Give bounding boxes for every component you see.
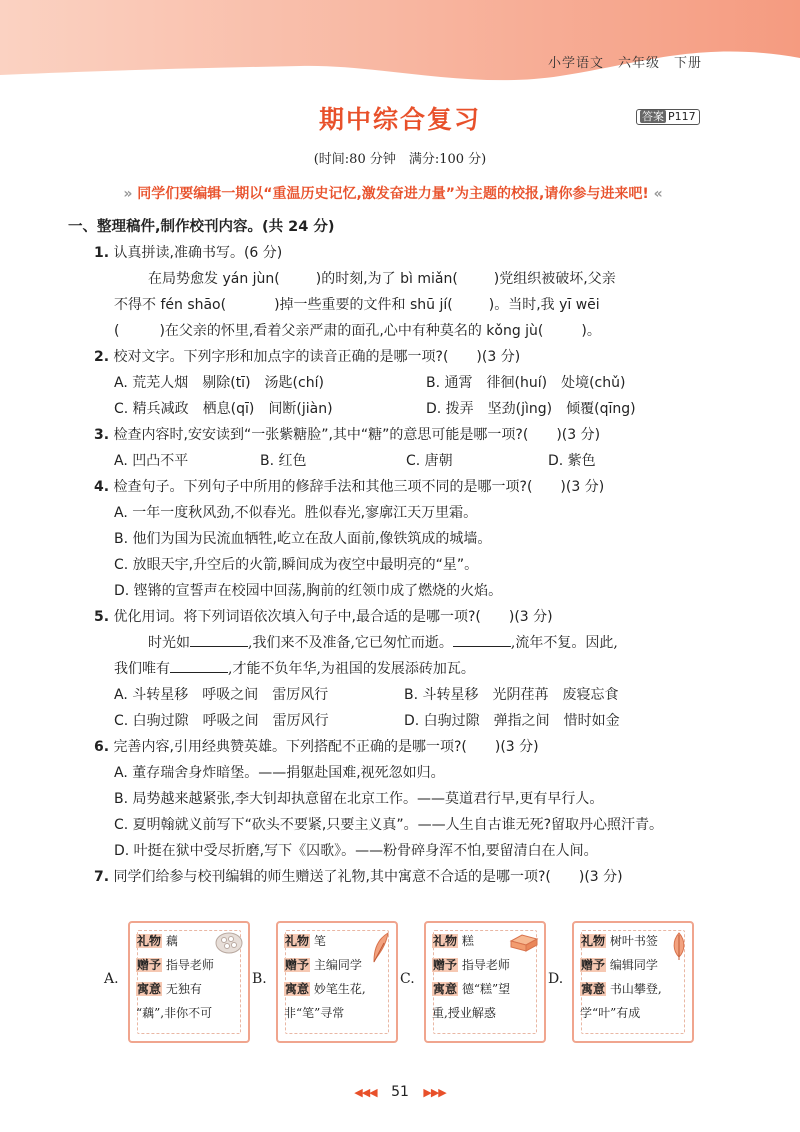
option-a: A. 荒芜人烟 剔除(tī) 汤匙(chí) [114,375,324,391]
option-d: D. 叶挺在狱中受尽折磨,写下《囚歌》。——粉骨碎身浑不怕,要留清白在人间。 [114,843,598,859]
banner-left-chevron-icon: » [123,186,133,202]
banner [78,183,708,203]
meaning-label: 寓意 [285,982,310,996]
gift-label: 礼物 [285,934,310,948]
question-7-stem: 7. 同学们给参与校刊编辑的师生赠送了礼物,其中寓意不合适的是哪一项?( )(3 分) [94,869,623,885]
option-b: B. 红色 [260,453,307,469]
option-a: A. 斗转星移 呼吸之间 雷厉风行 [114,687,329,703]
gift-card-d [548,921,692,1041]
option-b: B. 他们为国为民流血牺牲,屹立在敌人面前,像铁筑成的城墙。 [114,531,492,547]
option-c: C. 放眼天宇,升空后的火箭,瞬间成为夜空中最明亮的“星”。 [114,557,479,573]
meaning-line-2: 重,授业解惑 [432,1006,496,1020]
question-1-stem: 1. 认真拼读,准确书写。(6 分) [94,245,283,261]
gift-value: 树叶书签 [609,934,658,948]
header-subject: 小学语文 [547,56,604,71]
gift-card-b [252,921,396,1041]
meaning-line-1: 无独有 [165,982,202,996]
give-label: 赠予 [581,958,606,972]
leaf-bookmark-icon [670,931,688,961]
cake-icon [508,931,540,953]
gift-card-a [104,921,248,1041]
q5-sentence-1: 时光如 ,我们来不及准备,它已匆忙而逝。 ,流年不复。因此, [148,635,618,651]
meaning-line-2: “藕”,非你不可 [136,1006,213,1020]
meaning-label: 寓意 [581,982,606,996]
q2-options-ab [68,370,728,396]
gift-cards [104,921,708,1043]
quill-pen-icon [370,931,392,965]
question-6-stem: 6. 完善内容,引用经典赞英雄。下列搭配不正确的是哪一项?( )(3 分) [94,739,539,755]
option-d: D. 紫色 [548,453,596,469]
exam-info: (时间:80 分钟 满分:100 分) [313,152,487,167]
card-letter: A. [104,971,119,987]
card-box [572,921,694,1043]
page-footer [0,1084,800,1100]
give-value: 指导老师 [461,958,510,972]
give-value: 指导老师 [165,958,214,972]
section-heading: 一、整理稿件,制作校刊内容。(共 24 分) [68,219,335,235]
option-c: C. 唐朝 [406,453,453,469]
card-letter: C. [400,971,415,987]
answer-tag [636,109,700,125]
option-d: D. 铿锵的宣誓声在校园中回荡,胸前的红领巾成了燃烧的火焰。 [114,583,503,599]
question-5-stem: 5. 优化用词。将下列词语依次填入句子中,最合适的是哪一项?( )(3 分) [94,609,553,625]
gift-value: 糕 [461,934,474,948]
q1-line-2: 不得不 fén shāo( )掉一些重要的文件和 shū jí( )。当时,我 yī wēi [114,297,600,313]
card-box [276,921,398,1043]
meaning-label: 寓意 [137,982,162,996]
q3-options [68,448,728,474]
gift-label: 礼物 [137,934,162,948]
page-number: 51 [391,1084,409,1100]
q1-line-1: 在局势愈发 yán jùn( )的时刻,为了 bì miǎn( )党组织被破坏,父亲 [148,271,616,287]
gift-label: 礼物 [581,934,606,948]
q2-options-cd [68,396,728,422]
option-b: B. 斗转星移 光阴荏苒 废寝忘食 [404,687,619,703]
give-label: 赠予 [433,958,458,972]
meaning-line-2: 学“叶”有成 [580,1006,641,1020]
gift-label: 礼物 [433,934,458,948]
card-letter: D. [548,971,564,987]
option-c: C. 白驹过隙 呼吸之间 雷厉风行 [114,713,329,729]
card-letter: B. [252,971,267,987]
option-a: A. 董存瑞舍身炸暗堡。——捐躯赴国难,视死忽如归。 [114,765,445,781]
give-label: 赠予 [285,958,310,972]
option-b: B. 局势越来越紧张,李大钊却执意留在北京工作。——莫道君行早,更有早行人。 [114,791,604,807]
gift-value: 藕 [165,934,178,948]
answer-page: P117 [668,110,696,123]
blank-2[interactable] [453,646,511,647]
meaning-line-1: 妙笔生花, [313,982,366,996]
page-title: 期中综合复习 [318,105,481,134]
q5-options-cd [68,708,728,734]
give-value: 主编同学 [313,958,362,972]
question-body [68,214,728,890]
card-box [424,921,546,1043]
option-b: B. 通霄 徘徊(huí) 处境(chǔ) [426,375,626,391]
q5-options-ab [68,682,728,708]
answer-label: 答案 [642,110,664,123]
option-d: D. 白驹过隙 弹指之间 惜时如金 [404,713,620,729]
meaning-line-2: 非“笔”寻常 [284,1006,345,1020]
gift-card-c [400,921,544,1041]
option-d: D. 拨弄 坚劲(jìng) 倾覆(qīng) [426,401,636,417]
blank-1[interactable] [190,646,248,647]
card-box [128,921,250,1043]
banner-text: 同学们要编辑一期以“重温历史记忆,激发奋进力量”为主题的校报,请你参与进来吧! [137,186,649,202]
lotus-root-icon [214,931,244,955]
blank-3[interactable] [170,672,228,673]
next-arrows-icon: ▶▶▶ [423,1086,446,1099]
header-volume: 下册 [673,56,702,71]
q1-line-3: ( )在父亲的怀里,看着父亲严肃的面孔,心中有种莫名的 kǒng jù( )。 [114,323,601,339]
option-c: C. 夏明翰就义前写下“砍头不要紧,只要主义真”。——人生自古谁无死?留取丹心照汗青。 [114,817,664,833]
give-label: 赠予 [137,958,162,972]
header-grade: 六年级 [617,56,660,71]
meaning-line-1: 书山攀登, [609,982,662,996]
give-value: 编辑同学 [609,958,658,972]
banner-right-chevron-icon: « [653,186,663,202]
prev-arrows-icon: ◀◀◀ [354,1086,377,1099]
option-a: A. 凹凸不平 [114,453,189,469]
q5-sentence-2: 我们唯有 ,才能不负年华,为祖国的发展添砖加瓦。 [114,661,475,677]
question-3-stem: 3. 检查内容时,安安读到“一张紫糖脸”,其中“糖”的意思可能是哪一项?( )(3 分) [94,427,601,443]
meaning-line-1: 德“糕”望 [461,982,511,996]
meaning-label: 寓意 [433,982,458,996]
gift-value: 笔 [313,934,326,948]
question-4-stem: 4. 检查句子。下列句子中所用的修辞手法和其他三项不同的是哪一项?( )(3 分) [94,479,605,495]
question-2-stem: 2. 校对文字。下列字形和加点字的读音正确的是哪一项?( )(3 分) [94,349,521,365]
header-info [534,52,702,71]
option-c: C. 精兵减政 栖息(qī) 间断(jiàn) [114,401,333,417]
option-a: A. 一年一度秋风劲,不似春光。胜似春光,寥廓江天万里霜。 [114,505,478,521]
